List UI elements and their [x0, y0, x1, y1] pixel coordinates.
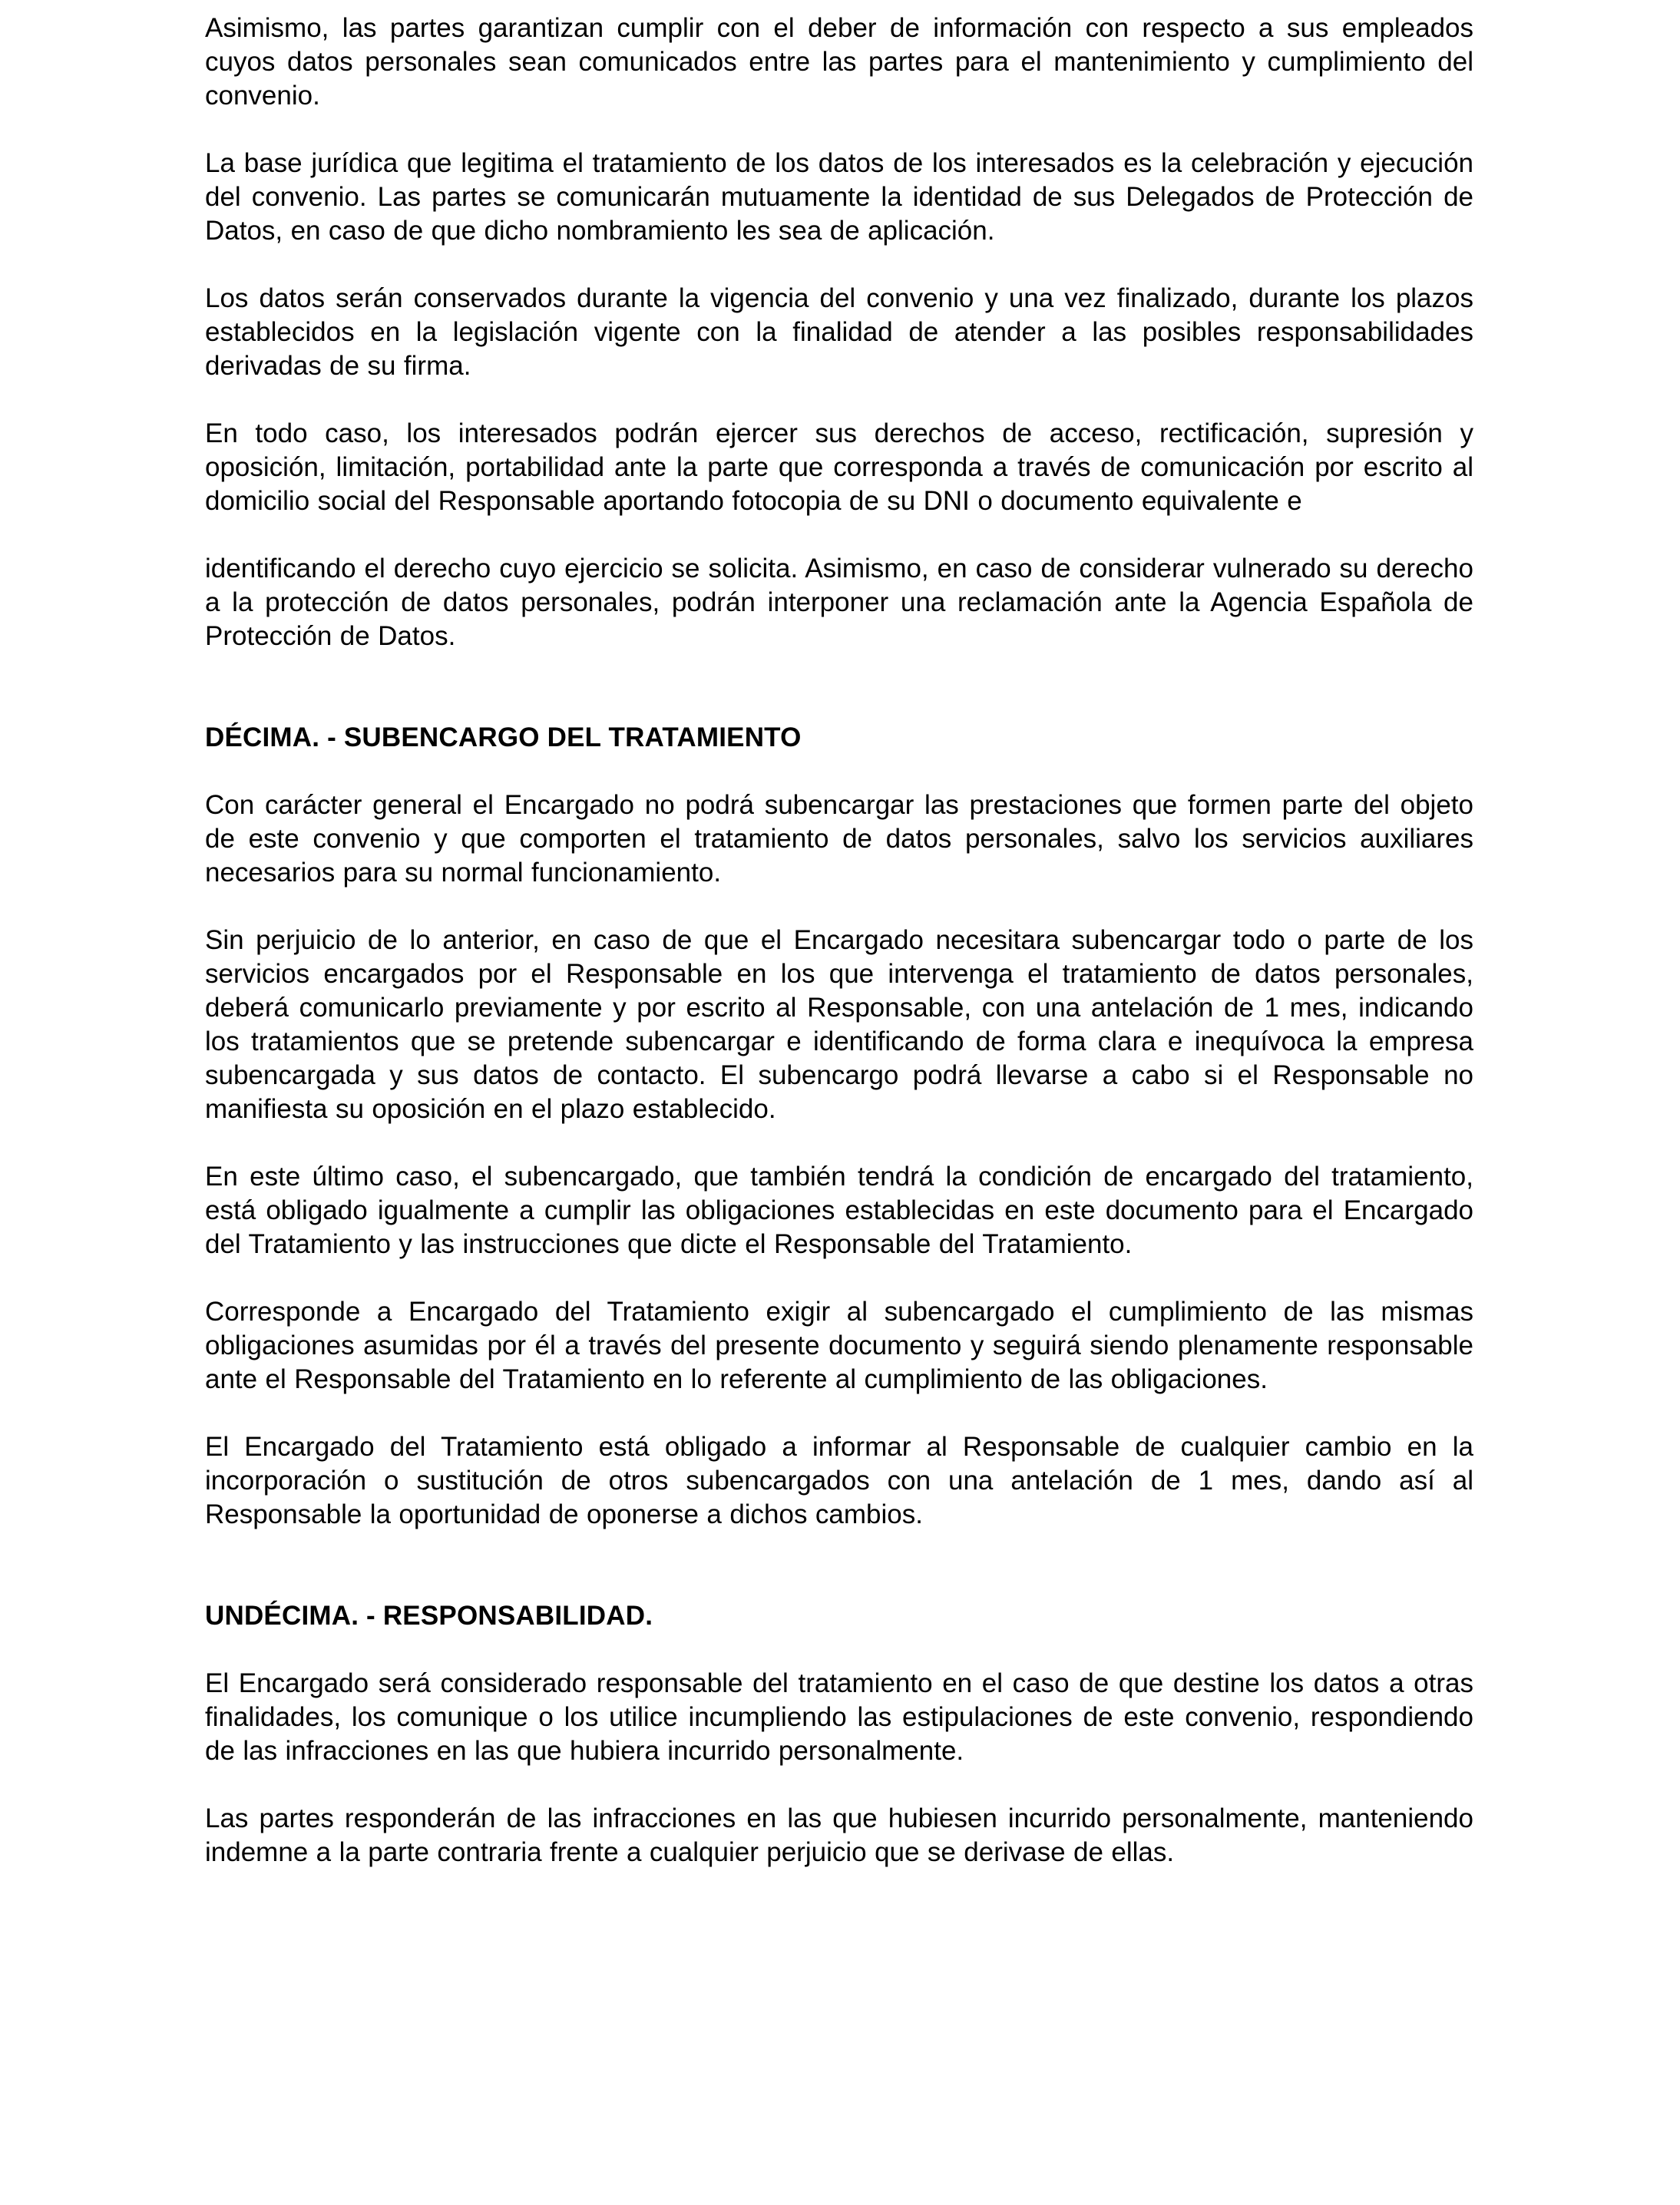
paragraph: Los datos serán conservados durante la vigencia del convenio y una vez finalizado, durante los plazos establecidos en la legislación vigente con la finalidad de atender a las posibles responsabilidades derivadas de su firma.	[205, 283, 1473, 381]
section-heading: UNDÉCIMA. - RESPONSABILIDAD.	[205, 1601, 653, 1631]
paragraph: La base jurídica que legitima el tratamiento de los datos de los interesados es la celebración y ejecución del convenio. Las partes se comunicarán mutuamente la identidad de sus Delegados de Protección de Datos, en caso de que dicho nombramiento les sea de aplicación.	[205, 148, 1473, 246]
paragraph: Con carácter general el Encargado no podrá subencargar las prestaciones que formen parte del objeto de este convenio y que comporten el tratamiento de datos personales, salvo los servicios auxiliares necesarios para su normal funcionamiento.	[205, 790, 1473, 888]
paragraph: Sin perjuicio de lo anterior, en caso de que el Encargado necesitara subencargar todo o parte de los servicios encargados por el Responsable en los que intervenga el tratamiento de datos personales, deberá comunicarlo previamente y por escrito al Responsable, con una antelación de 1 mes, indicando los tratamientos que se pretende subencargar e identificando de forma clara e inequívoca la empresa subencargada y sus datos de contacto. El subencargo podrá llevarse a cabo si el Responsable no manifiesta su oposición en el plazo establecido.	[205, 925, 1473, 1124]
paragraph: Corresponde a Encargado del Tratamiento exigir al subencargado el cumplimiento de las mismas obligaciones asumidas por él a través del presente documento y seguirá siendo plenamente responsable ante el Responsable del Tratamiento en lo referente al cumplimiento de las obligaciones.	[205, 1297, 1473, 1394]
paragraph: Asimismo, las partes garantizan cumplir con el deber de información con respecto a sus empleados cuyos datos personales sean comunicados entre las partes para el mantenimiento y cumplimiento del convenio.	[205, 13, 1473, 111]
paragraph: Las partes responderán de las infracciones en las que hubiesen incurrido personalmente, manteniendo indemne a la parte contraria frente a cualquier perjuicio que se derivase de ellas.	[205, 1803, 1473, 1867]
paragraph: identificando el derecho cuyo ejercicio se solicita. Asimismo, en caso de considerar vulnerado su derecho a la protección de datos personales, podrán interponer una reclamación ante la Agencia Española de Protección de Datos.	[205, 554, 1473, 651]
paragraph: En todo caso, los interesados podrán ejercer sus derechos de acceso, rectificación, supresión y oposición, limitación, portabilidad ante la parte que corresponda a través de comunicación por escrito al domicilio social del Responsable aportando fotocopia de su DNI o documento equivalente e	[205, 418, 1473, 516]
paragraph: El Encargado será considerado responsable del tratamiento en el caso de que destine los datos a otras finalidades, los comunique o los utilice incumpliendo las estipulaciones de este convenio, respondiendo de las infracciones en las que hubiera incurrido personalmente.	[205, 1668, 1473, 1766]
section-heading: DÉCIMA. - SUBENCARGO DEL TRATAMIENTO	[205, 722, 802, 752]
paragraph: El Encargado del Tratamiento está obligado a informar al Responsable de cualquier cambio en la incorporación o sustitución de otros subencargados con una antelación de 1 mes, dando así al Responsable la oportunidad de oponerse a dichos cambios.	[205, 1432, 1473, 1529]
paragraph: En este último caso, el subencargado, que también tendrá la condición de encargado del tratamiento, está obligado igualmente a cumplir las obligaciones establecidas en este documento para el Encargado del Tratamiento y las instrucciones que dicte el Responsable del Tratamiento.	[205, 1162, 1473, 1259]
